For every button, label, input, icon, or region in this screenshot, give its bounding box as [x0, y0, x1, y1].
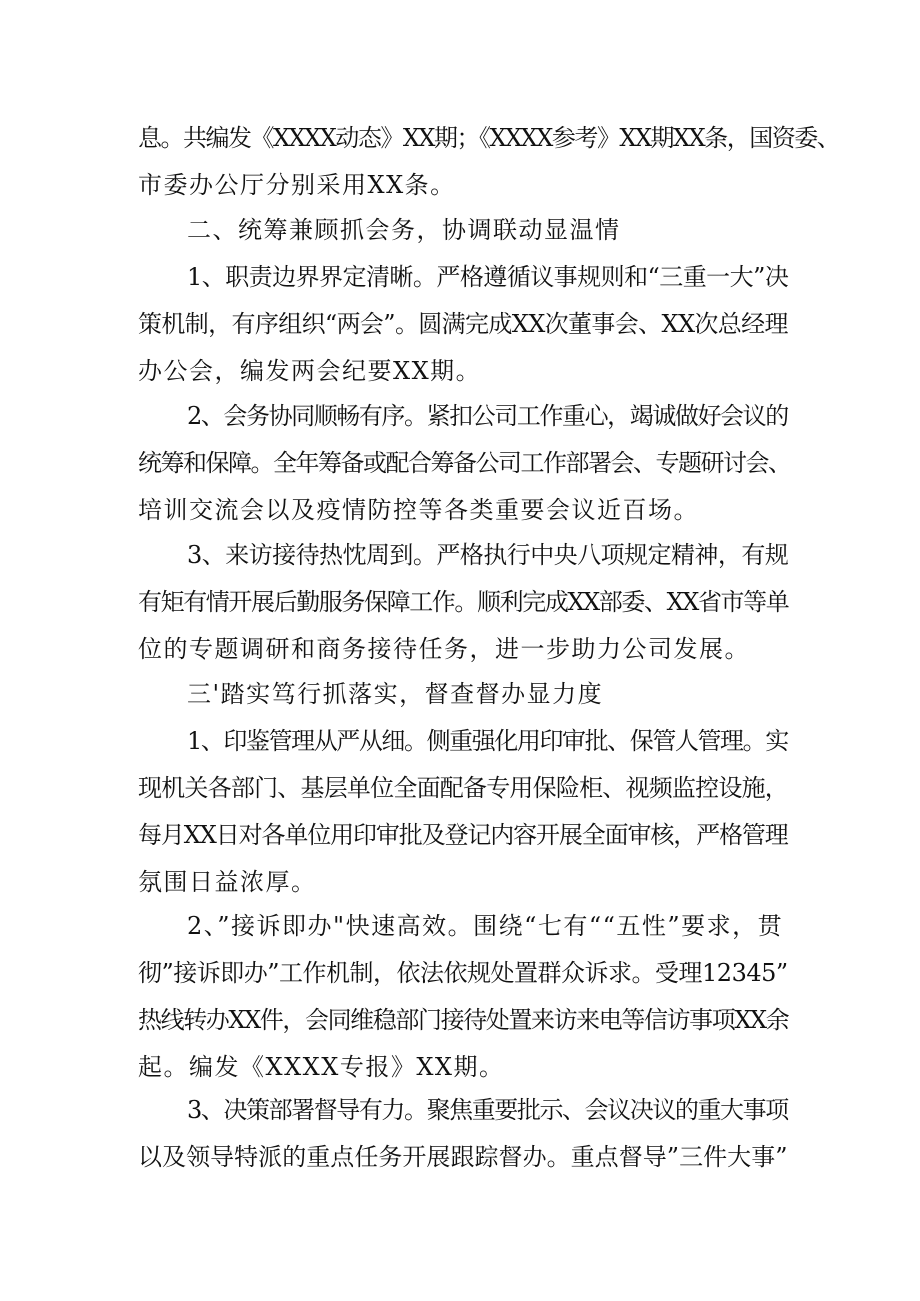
text-line: 氛围日益浓厚。 — [138, 868, 317, 896]
heading-text: 三'踏实笃行抓落实，督查督办显力度 — [187, 680, 604, 708]
text-line: 2、”接诉即办"快速高效。围绕“七有““五性”要求，贯 — [187, 912, 784, 940]
text-line: 策机制，有序组织“两会”。圆满完成XX次董事会、XX次总经理 — [138, 310, 788, 338]
text-line: 统筹和保障。全年筹备或配合筹备公司工作部署会、专题研讨会、 — [138, 449, 791, 477]
text-line: 彻”接诉即办”工作机制，依法依规处置群众诉求。受理12345” — [138, 959, 788, 987]
paragraph-3-1 — [138, 718, 788, 906]
text-line: 办公会，编发两会纪要XX期。 — [138, 357, 482, 385]
text-line: 以及领导特派的重点任务开展跟踪督办。重点督导”三件大事” — [138, 1143, 788, 1171]
paragraph-3-3 — [138, 1087, 788, 1181]
paragraph-intro-continuation — [138, 115, 840, 209]
text-line: 1、职责边界界定清晰。严格遵循议事规则和“三重一大”决 — [187, 263, 789, 291]
paragraph-2-1 — [138, 254, 788, 395]
text-line: 现机关各部门、基层单位全面配备专用保险柜、视频监控设施， — [138, 774, 788, 802]
text-line: 有矩有情开展后勤服务保障工作。顺利完成XX部委、XX省市等单 — [138, 588, 789, 616]
text-line: 热线转办XX件，会同维稳部门接待处置来访来电等信访事项XX余 — [138, 1006, 789, 1034]
section-heading-3 — [138, 671, 788, 718]
text-line: 市委办公厅分别采用XX条。 — [138, 171, 456, 199]
paragraph-2-3 — [138, 532, 788, 673]
text-line: 起。编发《XXXX专报》XX期。 — [138, 1053, 505, 1081]
paragraph-2-2 — [138, 393, 791, 534]
text-line: 1、印鉴管理从严从细。侧重强化用印审批、保管人管理。实 — [187, 727, 788, 755]
section-heading-2 — [138, 207, 788, 254]
text-line: 3、决策部署督导有力。聚焦重要批示、会议决议的重大事项 — [187, 1096, 788, 1124]
text-line: 2、会务协同顺畅有序。紧扣公司工作重心，竭诚做好会议的 — [187, 402, 788, 430]
paragraph-3-2 — [138, 903, 788, 1091]
text-line: 培训交流会以及疫情防控等各类重要会议近百场。 — [138, 496, 699, 524]
text-line: 3、来访接待热忱周到。严格执行中央八项规定精神，有规 — [187, 541, 789, 569]
text-line: 位的专题调研和商务接待任务，进一步助力公司发展。 — [138, 635, 750, 663]
text-line: 息。共编发《XXXX动态》XX期；《XXXX参考》XX期XX条，国资委、 — [138, 124, 840, 152]
text-line: 每月XX日对各单位用印审批及登记内容开展全面审核，严格管理 — [138, 821, 788, 849]
heading-text: 二、统筹兼顾抓会务，协调联动显温情 — [187, 216, 621, 244]
